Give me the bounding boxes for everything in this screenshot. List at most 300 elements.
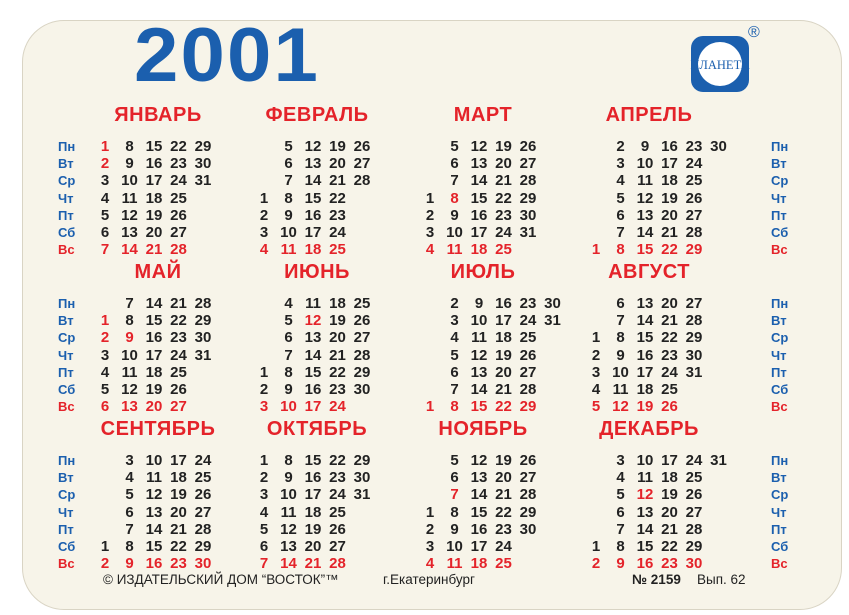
weekday-label: Ср [58,173,76,189]
calendar-day: 14 [280,555,297,573]
calendar-day: 13 [636,206,654,224]
weekday-label: Пн [58,453,76,468]
calendar-day: 21 [661,312,678,330]
calendar-day: 2 [100,555,110,573]
calendar-day: 10 [446,538,463,555]
calendar-day: 9 [125,329,134,347]
calendar-day: 1 [100,538,110,555]
calendar-day: 22 [661,538,678,555]
calendar-day: 6 [616,206,625,224]
calendar-day: 2 [100,329,110,347]
calendar-day: 18 [145,363,163,381]
calendar-day: 26 [519,346,537,364]
calendar-day: 5 [284,138,293,155]
calendar-day: 31 [519,224,537,241]
month-title: АВГУСТ [608,261,690,283]
calendar-day: 19 [495,346,512,364]
calendar-day: 14 [470,172,488,190]
calendar-day: 13 [470,363,488,381]
calendar-day: 4 [425,241,435,259]
calendar-day: 7 [284,346,293,364]
calendar-day: 1 [425,189,435,207]
calendar-day: 14 [145,520,163,538]
calendar-day: 15 [304,363,322,381]
calendar-day: 12 [636,486,654,504]
calendar-day: 7 [125,295,134,312]
calendar-day: 3 [425,538,435,555]
calendar-day: 4 [125,469,134,487]
calendar-day: 16 [145,329,163,347]
calendar-day: 8 [125,138,134,155]
calendar-day: 2 [259,469,269,487]
calendar-day: 4 [425,555,435,573]
calendar-day: 3 [450,312,459,330]
calendar-day: 22 [495,398,512,416]
calendar-day: 29 [353,452,371,469]
calendar-day: 1 [591,329,601,347]
calendar-day: 20 [661,295,678,312]
calendar-day: 13 [470,469,488,487]
month-title: ФЕВРАЛЬ [265,104,369,126]
month-title: СЕНТЯБРЬ [100,418,216,440]
calendar-day: 6 [284,155,293,173]
calendar-day: 26 [685,486,703,504]
calendar-day: 3 [259,398,269,416]
calendar-day: 18 [145,189,163,207]
calendar-day: 30 [685,555,703,573]
month-title: ОКТЯБРЬ [266,418,368,440]
calendar-day: 21 [329,346,346,364]
calendar-day: 31 [544,312,561,330]
calendar-day: 29 [519,398,537,416]
calendar-day: 22 [170,312,187,330]
calendar-day: 25 [495,241,512,259]
calendar-day: 25 [329,241,346,259]
weekday-column [771,138,788,258]
calendar-day: 26 [170,381,187,398]
calendar-day: 29 [685,241,703,259]
calendar-day: 19 [661,189,678,207]
calendar-day: 8 [616,241,625,259]
calendar-day: 18 [470,241,488,259]
calendar-day: 7 [450,172,459,190]
calendar-day: 26 [353,312,371,330]
calendar-day: 8 [450,503,459,521]
calendar-day: 28 [353,172,371,190]
calendar-day: 15 [470,189,488,207]
calendar-day: 12 [121,206,138,224]
calendar-day: 22 [495,503,512,521]
calendar-day: 23 [495,206,512,224]
calendar-day: 24 [329,486,346,504]
calendar-day: 25 [495,555,512,573]
calendar-day: 22 [170,538,187,555]
calendar-day: 20 [145,398,163,416]
weekday-label: Чт [58,504,74,520]
calendar-day: 1 [591,538,601,555]
calendar-day: 13 [470,155,488,173]
calendar-day: 18 [470,555,488,573]
calendar-day: 11 [446,241,463,259]
calendar-day: 16 [145,555,163,573]
calendar-day: 13 [636,503,654,521]
issue-label [697,572,746,587]
calendar-day: 2 [591,555,601,573]
calendar-day: 27 [329,538,346,555]
calendar-day: 26 [194,486,212,504]
calendar-day: 20 [304,538,322,555]
calendar-day: 22 [329,452,346,469]
calendar-day: 3 [100,346,110,364]
calendar-day: 5 [100,381,110,398]
calendar-day: 9 [640,138,650,155]
calendar-day: 13 [121,224,138,241]
calendar-day: 26 [329,520,346,538]
weekday-label: Пн [771,296,789,311]
calendar-day: 27 [519,469,537,487]
calendar-day: 20 [495,363,512,381]
calendar-day: 23 [329,381,346,398]
calendar-day: 11 [637,469,653,487]
weekday-label: Ср [58,487,76,503]
calendar-day: 8 [616,329,625,347]
calendar-day: 17 [304,398,322,416]
calendar-day: 4 [259,241,269,259]
calendar-day: 11 [612,381,629,398]
catalog-number: № 2159 [632,572,681,587]
calendar-day: 29 [194,538,212,555]
calendar-day: 10 [612,363,629,381]
planeta-logo [688,24,760,100]
calendar-day: 28 [519,381,537,398]
calendar-day: 2 [450,295,459,312]
calendar-day: 4 [100,189,110,207]
calendar-day: 3 [616,155,625,173]
calendar-day: 6 [125,503,134,521]
weekday-label: Пт [58,207,74,223]
weekday-label: Вт [58,313,74,329]
calendar-day: 25 [170,363,187,381]
calendar-day: 3 [616,452,625,469]
weekday-label: Сб [771,224,789,240]
calendar-day: 23 [661,555,678,573]
calendar-day: 2 [100,155,110,173]
calendar-day: 11 [471,329,487,347]
calendar-day: 10 [280,398,297,416]
calendar-day: 10 [470,312,488,330]
calendar-day: 28 [194,520,212,538]
calendar-day: 7 [125,520,134,538]
calendar-day: 6 [284,329,293,347]
calendar-day: 5 [450,346,459,364]
calendar-day: 3 [425,224,435,241]
calendar-day: 4 [100,363,110,381]
calendar-day: 23 [170,155,187,173]
calendar-day: 25 [661,381,678,398]
calendar-day: 19 [636,398,654,416]
calendar-day: 22 [329,363,346,381]
calendar-day: 23 [329,469,346,487]
weekday-label: Сб [58,224,76,240]
calendar-day: 27 [170,398,187,416]
calendar-day: 26 [519,452,537,469]
calendar-day: 5 [125,486,134,504]
calendar-day: 1 [100,312,110,330]
calendar-day: 30 [194,329,212,347]
calendar-day: 8 [284,452,293,469]
calendar-day: 29 [519,503,537,521]
calendar-day: 17 [470,224,488,241]
calendar-day: 7 [616,520,625,538]
weekday-label: Вт [771,313,787,329]
weekday-label: Пт [58,364,74,380]
calendar-day: 15 [304,452,322,469]
calendar-day: 19 [495,138,512,155]
weekday-label: Вс [58,556,75,572]
calendar-day: 11 [305,295,321,312]
calendar-day: 19 [145,206,163,224]
weekday-label: Вт [771,156,787,172]
calendar-day: 27 [353,155,371,173]
calendar-day: 12 [636,189,654,207]
calendar-day: 6 [450,363,459,381]
calendar-day: 11 [121,363,138,381]
calendar-day: 2 [425,206,435,224]
weekday-label: Чт [58,347,74,363]
calendar-day: 26 [170,206,187,224]
weekday-label: Вт [771,470,787,486]
city-text: г.Екатеринбург [383,572,475,587]
calendar-day: 9 [474,295,484,312]
weekday-label: Вт [58,156,74,172]
month-title: МАРТ [453,104,513,126]
calendar-day: 20 [661,503,678,521]
calendar-day: 17 [304,486,322,504]
calendar-day: 5 [450,452,459,469]
calendar-day: 20 [329,155,346,173]
calendar-day: 17 [145,346,163,364]
weekday-label: Пн [771,453,789,468]
calendar-day: 29 [685,538,703,555]
calendar-day: 12 [470,346,488,364]
calendar-day: 30 [353,469,371,487]
calendar-day: 11 [146,469,162,487]
calendar-day: 19 [145,381,163,398]
calendar-day: 16 [304,206,322,224]
calendar-day: 28 [170,241,187,259]
calendar-day: 17 [470,538,488,555]
calendar-day: 13 [280,538,297,555]
calendar-day: 12 [304,138,322,155]
calendar-day: 5 [591,398,601,416]
calendar-day: 8 [125,312,134,330]
calendar-day: 22 [661,241,678,259]
calendar-day: 11 [446,555,463,573]
calendar-day: 4 [616,172,625,190]
calendar-day: 23 [685,138,703,155]
weekday-column [771,295,788,415]
calendar-day: 29 [353,363,371,381]
calendar-day: 18 [304,503,322,521]
calendar-day: 20 [145,224,163,241]
calendar-day: 27 [685,206,703,224]
calendar-day: 14 [121,241,138,259]
calendar-day: 7 [450,486,459,504]
calendar-day: 3 [259,224,269,241]
calendar-day: 13 [304,155,322,173]
weekday-label: Вт [58,470,74,486]
calendar-day: 12 [145,486,163,504]
calendar-day: 19 [170,486,187,504]
calendar-day: 4 [284,295,293,312]
issue-text: Вып. 62 [697,572,746,587]
calendar-day: 16 [495,295,512,312]
calendar-day: 24 [329,224,346,241]
calendar-day: 17 [661,452,678,469]
calendar-day: 23 [661,346,678,364]
calendar-day: 22 [661,329,678,347]
calendar-day: 23 [170,555,187,573]
calendar-day: 21 [661,520,678,538]
calendar-day: 25 [519,329,537,347]
calendar-day: 24 [194,452,212,469]
calendar-day: 5 [616,486,625,504]
calendar-day: 21 [495,172,512,190]
calendar-day: 18 [495,329,512,347]
calendar-day: 14 [636,312,654,330]
calendar-day: 8 [450,398,459,416]
calendar-day: 11 [121,189,138,207]
calendar-day: 4 [616,469,625,487]
calendar-day: 31 [685,363,703,381]
calendar-day: 15 [145,138,163,155]
calendar-day: 10 [636,155,654,173]
calendar-day: 12 [612,398,629,416]
calendar-day: 11 [280,241,297,259]
calendar-day: 5 [616,189,625,207]
calendar-day: 1 [591,241,601,259]
calendar-day: 13 [636,295,654,312]
weekday-label: Пт [771,364,787,380]
calendar-day: 16 [145,155,163,173]
calendar-day: 17 [636,363,654,381]
calendar-day: 14 [145,295,163,312]
weekday-label: Вс [771,399,788,415]
calendar-day: 10 [636,452,654,469]
calendar-day: 27 [170,224,187,241]
calendar-day: 9 [450,520,459,538]
calendar-day: 15 [145,538,163,555]
calendar-day: 28 [685,224,703,241]
calendar-day: 13 [145,503,163,521]
calendar-day: 24 [170,346,187,364]
calendar-day: 30 [194,155,212,173]
calendar-day: 15 [636,538,654,555]
calendar-day: 31 [710,452,727,469]
calendar-day: 14 [470,486,488,504]
calendar-day: 29 [194,312,212,330]
calendar-day: 21 [495,486,512,504]
weekday-label: Чт [771,347,787,363]
calendar-day: 31 [194,172,212,190]
calendar-day: 30 [519,520,537,538]
weekday-label: Пт [771,521,787,537]
calendar-day: 24 [329,398,346,416]
calendar-day: 27 [685,503,703,521]
calendar-day: 7 [259,555,269,573]
calendar-day: 5 [100,206,110,224]
calendar-day: 15 [470,398,488,416]
calendar-day: 28 [519,172,537,190]
month-title: ДЕКАБРЬ [599,418,699,440]
calendar-day: 8 [284,363,293,381]
calendar-day: 10 [446,224,463,241]
calendar-day: 14 [636,224,654,241]
calendar-day: 25 [685,469,703,487]
calendar-day: 12 [304,312,322,330]
calendar-day: 8 [284,189,293,207]
calendar-day: 20 [170,503,187,521]
calendar-day: 21 [329,172,346,190]
calendar-day: 3 [100,172,110,190]
calendar-day: 7 [616,224,625,241]
calendar-day: 15 [470,503,488,521]
weekday-label: Вс [771,556,788,572]
calendar-day: 18 [304,241,322,259]
calendar-day: 7 [450,381,459,398]
month-title: ИЮНЬ [284,261,350,283]
calendar-day: 4 [450,329,459,347]
calendar-day: 6 [100,398,110,416]
calendar-day: 13 [121,398,138,416]
calendar-day: 19 [304,520,322,538]
calendar-day: 9 [616,555,625,573]
calendar-day: 21 [661,224,678,241]
calendar-day: 25 [194,469,212,487]
weekday-label: Вс [771,242,788,258]
calendar-day: 1 [259,452,269,469]
calendar-day: 17 [145,172,163,190]
calendar-day: 19 [495,452,512,469]
calendar-day: 17 [304,224,322,241]
weekday-label: Ср [771,487,789,503]
calendar-day: 6 [616,295,625,312]
calendar-day: 3 [591,363,601,381]
calendar-day: 30 [685,346,703,364]
calendar-day: 16 [470,206,488,224]
calendar-day: 2 [616,138,625,155]
calendar-day: 27 [353,329,371,347]
calendar-day: 6 [450,155,459,173]
weekday-label: Пн [58,296,76,311]
calendar-day: 6 [450,469,459,487]
calendar-day: 9 [450,206,459,224]
calendar-day: 8 [616,538,625,555]
calendar-day: 10 [121,172,138,190]
calendar-day: 24 [661,363,678,381]
calendar-day: 15 [304,189,322,207]
calendar-day: 23 [495,520,512,538]
month-title: МАЙ [134,261,182,283]
calendar-day: 14 [636,520,654,538]
calendar-day: 26 [519,138,537,155]
calendar-day: 8 [450,189,459,207]
calendar-day: 21 [170,520,187,538]
calendar-day: 17 [661,155,678,173]
calendar-day: 2 [259,206,269,224]
weekday-label: Ср [771,173,789,189]
calendar-day: 18 [329,295,346,312]
